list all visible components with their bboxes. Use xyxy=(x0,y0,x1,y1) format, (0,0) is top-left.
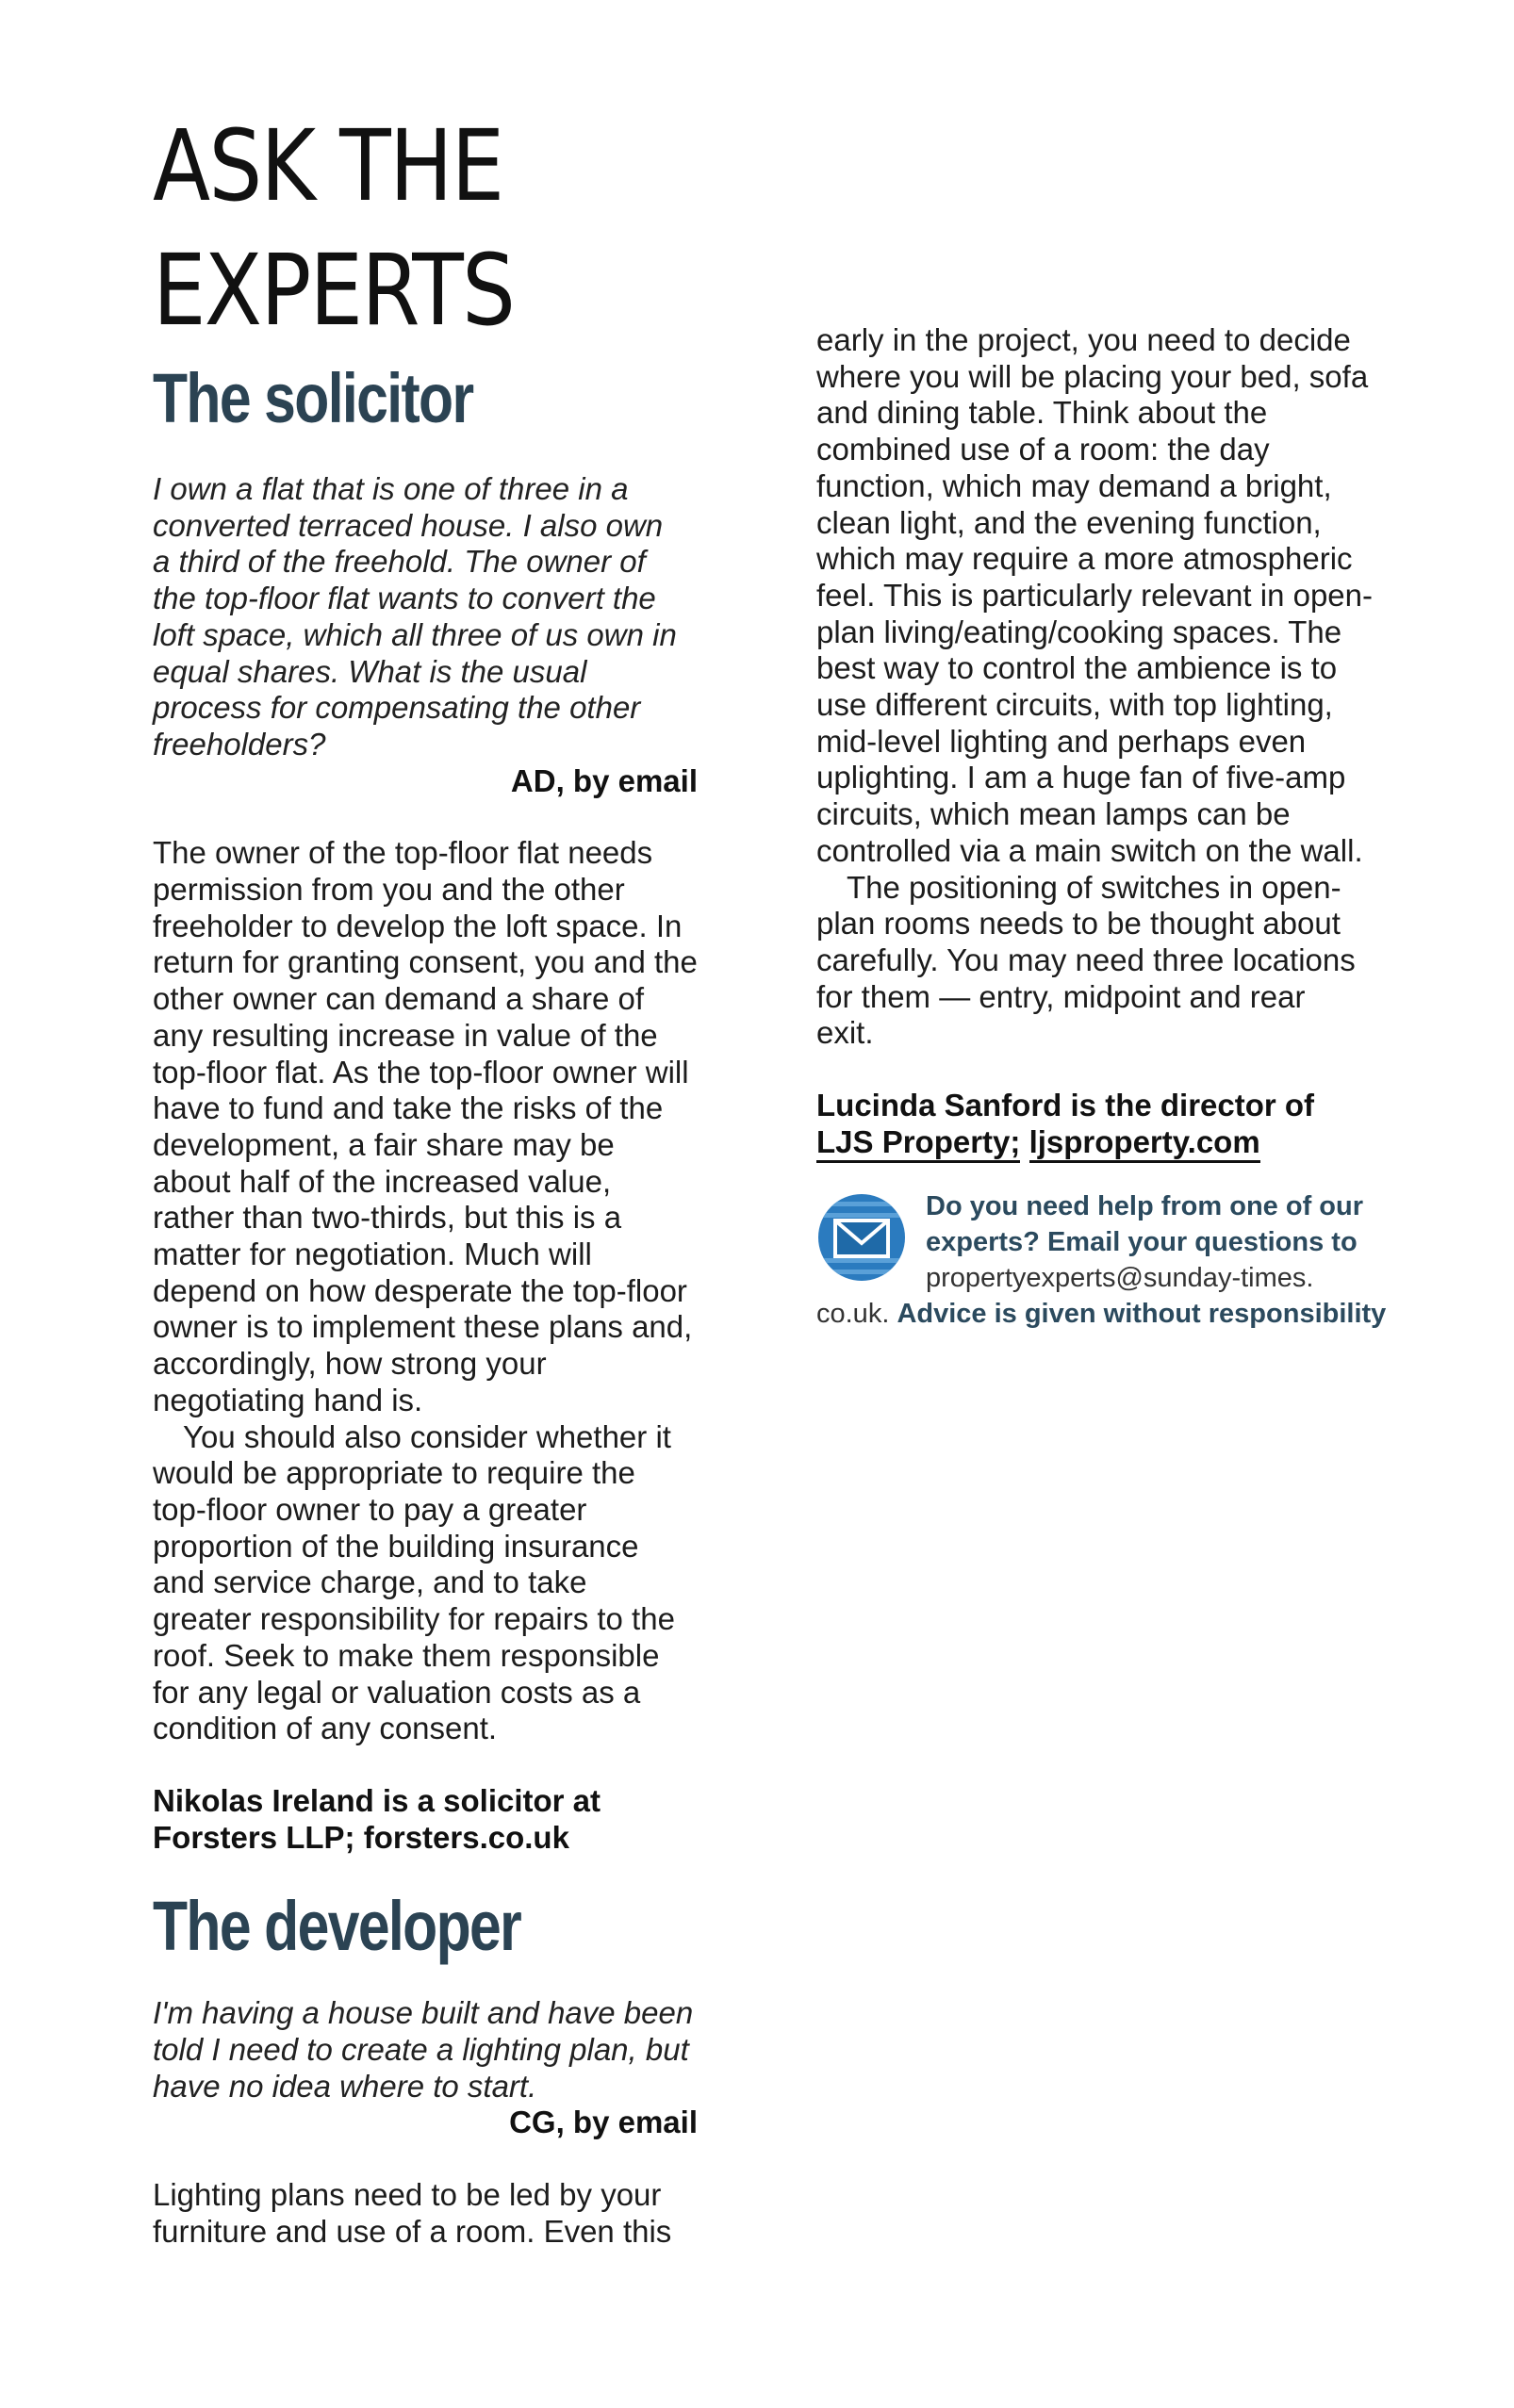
envelope-icon xyxy=(816,1192,907,1283)
solicitor-answer-paragraph-2: You should also consider whether it would be appropriate to require the top-floor owner to pay a greater proportion of the building insurance and service charge, and to take greater responsibility for repairs to the roof. Seek to make them responsible for any legal or valuation costs as a condition of any consent. xyxy=(153,1418,675,1746)
solicitor-heading: The solicitor xyxy=(153,359,473,437)
help-last-line xyxy=(816,1296,1387,1332)
developer-section xyxy=(153,1884,718,2250)
help-line-2: experts? Email your questions to xyxy=(926,1227,1358,1258)
masthead xyxy=(153,104,718,352)
solicitor-signoff: AD, by email xyxy=(510,762,698,798)
help-box xyxy=(816,1188,1387,1332)
solicitor-question: I own a flat that is one of three in a converted terraced house. I also own a third of the freehold. The owner of the top-floor flat wants to convert the loft space, which all three of us own in equal shares. What is the usual process for compensating the other freeholders? xyxy=(153,471,677,762)
solicitor-answer-paragraph-1: The owner of the top-floor flat needs permission from you and the other freeholder to develop the loft space. In return for granting consent, you and the other owner can demand a share of any resulting increase in value of the top-floor flat. As the top-floor owner will have to fund and take the risks of the development, a fair share may be about half of the increased value, rather than two-thirds, but this is a matter for negotiation. Much will depend on how desperate the top-floor owner is to implement these plans and, accordingly, how strong your negotiating hand is. xyxy=(153,835,698,1417)
right-column xyxy=(816,322,1387,1332)
developer-answer-paragraph-2: The positioning of switches in open-plan rooms needs to be thought about carefully. You may need three locations for them — entry, midpoint and rear exit. xyxy=(816,869,1356,1051)
developer-question: I'm having a house built and have been told I need to create a lighting plan, but have no idea where to start. xyxy=(153,1995,694,2104)
help-email-part-1[interactable]: propertyexperts@sunday-times. xyxy=(926,1263,1314,1294)
developer-byline xyxy=(816,1088,1382,1160)
solicitor-section xyxy=(153,356,718,1856)
developer-byline-line-2 xyxy=(816,1124,1382,1161)
masthead-line-2: EXPERTS xyxy=(153,233,515,348)
developer-byline-company: LJS Property; xyxy=(816,1124,1020,1163)
developer-byline-line-1: Lucinda Sanford is the director of xyxy=(816,1088,1315,1123)
solicitor-answer xyxy=(153,835,699,1747)
developer-heading: The developer xyxy=(153,1887,521,1966)
help-email-part-2[interactable]: co.uk. xyxy=(816,1299,890,1330)
developer-byline-url[interactable]: ljsproperty.com xyxy=(1029,1124,1260,1163)
solicitor-byline xyxy=(153,1783,718,1856)
developer-answer-paragraph-1-continued: early in the project, you need to decide where you will be placing your bed, sofa and dining table. Think about the combined use of a room: the day function, which may demand a bright, clean light, and the evening function, which may require a more atmospheric feel. This is particularly relevant in open-plan living/eating/cooking spaces. The best way to control the ambience is to use different circuits, with top lighting, mid-level lighting and perhaps even uplighting. I am a huge fan of five-amp circuits, which mean lamps can be controlled via a main switch on the wall. xyxy=(816,322,1374,868)
help-disclaimer: Advice is given without responsibility xyxy=(897,1299,1387,1330)
developer-answer-start xyxy=(153,2177,681,2250)
help-line-1: Do you need help from one of our xyxy=(926,1191,1363,1222)
developer-answer-paragraph-1-start: Lighting plans need to be led by your furniture and use of a room. Even this xyxy=(153,2177,672,2249)
masthead-line-1: ASK THE xyxy=(153,108,503,223)
solicitor-byline-line-1: Nikolas Ireland is a solicitor at xyxy=(153,1782,601,1818)
solicitor-byline-line-2: Forsters LLP; forsters.co.uk xyxy=(153,1819,569,1855)
developer-signoff: CG, by email xyxy=(509,2105,698,2140)
developer-answer-continued xyxy=(816,322,1382,1052)
left-column xyxy=(153,104,718,2251)
